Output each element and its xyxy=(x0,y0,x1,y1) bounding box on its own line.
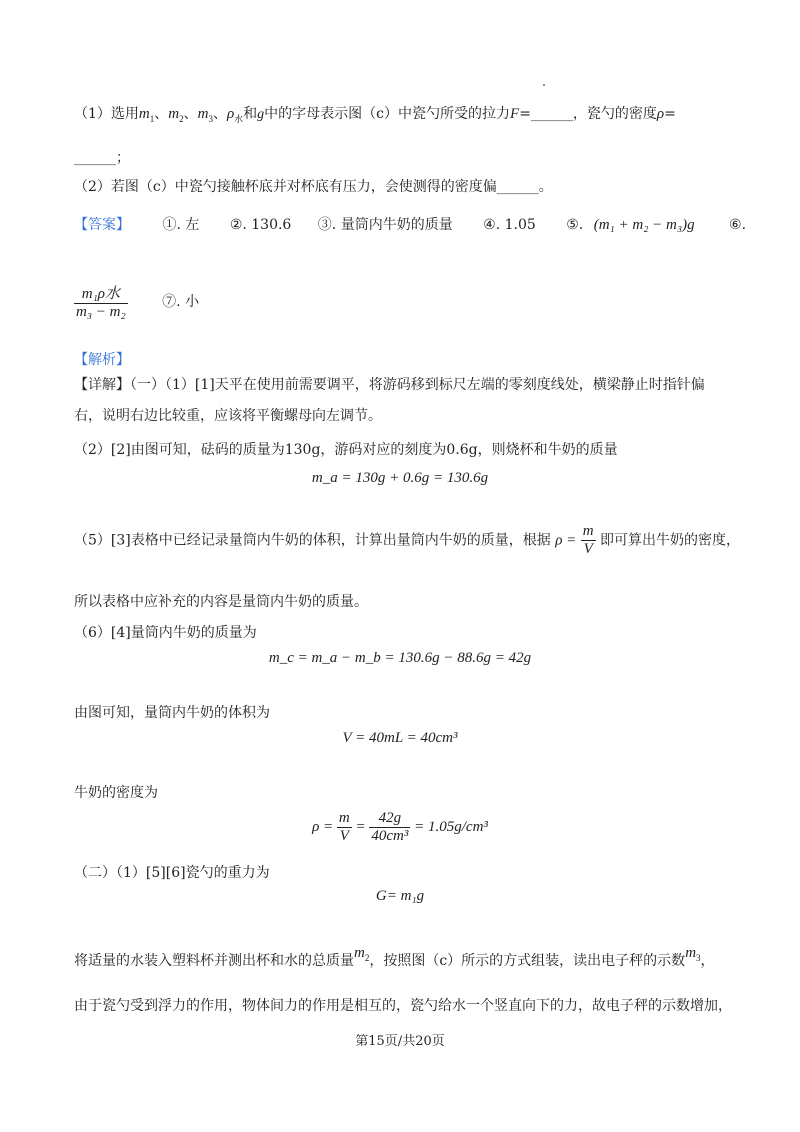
question-1-tail: ______； xyxy=(74,150,130,166)
detail-line-3: （2）[2]由图可知，砝码的质量为130g，游码对应的刻度为0.6g，则烧杯和牛奶的质量 xyxy=(74,442,618,458)
answer-6-fraction: $\frac{\text{m₁ρ水}}{\text{m₃ − m₂}}$ ⑦. 小 xyxy=(74,282,199,321)
equation-5: G= m₁g xyxy=(375,888,425,904)
question-1: （1）选用$m_1$、$m_2$、$m_3$、$\rho_水$和g中的字母表示图（c）中瓷勺所受的拉力F=______，瓷勺的密度ρ= xyxy=(74,106,676,124)
equation-3: V = 40mL = 40cm³ xyxy=(342,730,458,746)
equation-2: m_c = m_a − m_b = 130.6g − 88.6g = 42g xyxy=(268,650,532,666)
detail-line-9: （二）（1）[5][6]瓷勺的重力为 xyxy=(74,865,270,881)
detail-line-7: 由图可知，量筒内牛奶的体积为 xyxy=(74,705,270,721)
equation-1: m_a = 130g + 0.6g = 130.6g xyxy=(311,470,489,486)
answer-label: 【答案】 xyxy=(74,217,130,233)
detail-line-10: 将适量的水装入塑料杯并测出杯和水的总质量$m_2$，按照图（c）所示的方式组装，读出电子秤的示数$m_3$， xyxy=(74,945,715,969)
detail-line-4: （5）[3]表格中已经记录量筒内牛奶的体积，计算出量筒内牛奶的质量，根据 ρ = $\frac{m}{V}$ 即可算出牛奶的密度， xyxy=(74,523,741,557)
detail-line-11: 由于瓷勺受到浮力的作用，物体间力的作用是相互的，瓷勺给水一个竖直向下的力，故电子秤的示数增加， xyxy=(74,998,732,1014)
detail-line-8: 牛奶的密度为 xyxy=(74,785,158,801)
analysis-label: 【解析】 xyxy=(74,352,130,368)
detail-line-5: 所以表格中应补充的内容是量筒内牛奶的质量。 xyxy=(74,594,368,610)
page-footer: 第15页/共20页 xyxy=(355,1034,445,1049)
answer-row: 【答案】 ①. 左 ②. 130.6 ③. 量筒内牛奶的质量 ④. 1.05 ⑤. (m₁ + m₂ − m₃)g ⑥. xyxy=(74,217,747,233)
question-2: （2）若图（c）中瓷勺接触杯底并对杯底有压力，会使测得的密度偏______。 xyxy=(74,179,553,195)
equation-4: ρ = $\frac{m}{V}$ = $\frac{42g}{\text{40cm³}}$ = 1.05g/cm³ xyxy=(312,810,488,844)
detail-line-2: 右，说明右边比较重，应该将平衡螺母向左调节。 xyxy=(74,408,382,424)
detail-line-6: （6）[4]量筒内牛奶的质量为 xyxy=(74,625,257,641)
speck xyxy=(543,84,545,86)
detail-line-1: 【详解】（一）（1）[1]天平在使用前需要调平，将游码移到标尺左端的零刻度线处，横梁静止时指针偏 xyxy=(74,377,705,393)
